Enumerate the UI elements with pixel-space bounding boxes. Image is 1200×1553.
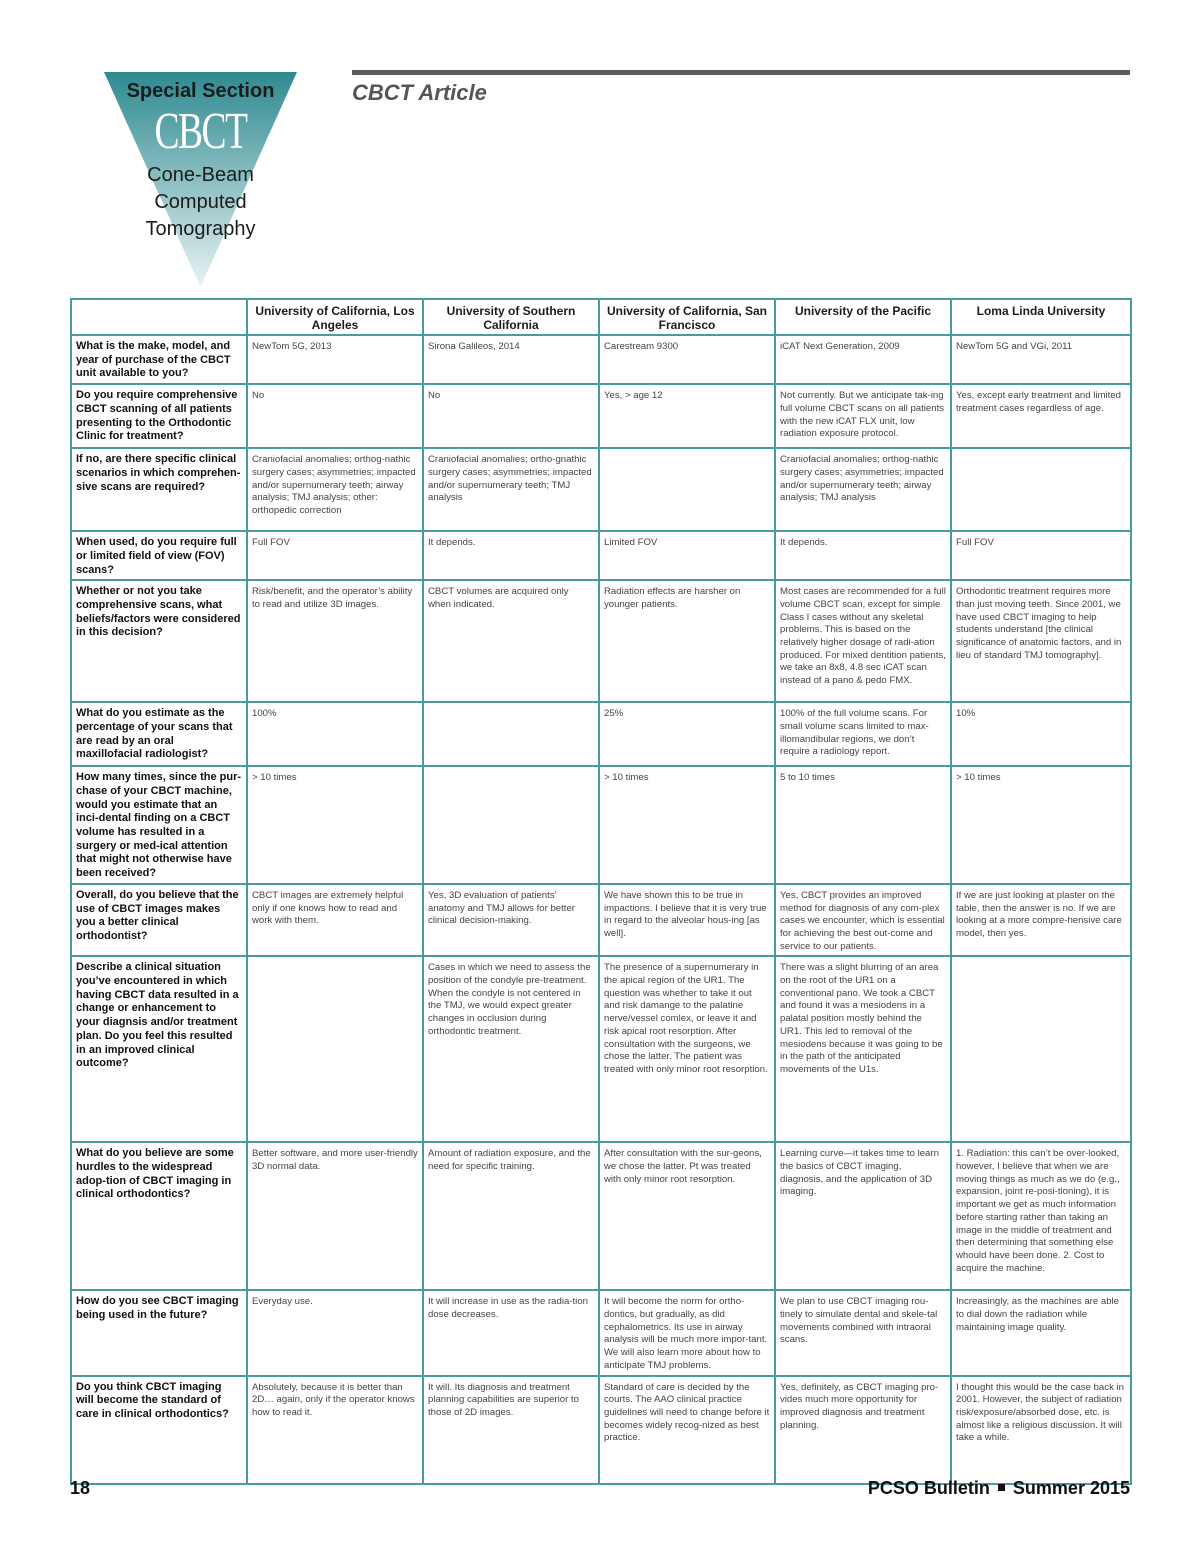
answer-cell: No (247, 384, 423, 448)
answer-cell (951, 956, 1131, 1142)
answer-cell: Craniofacial anomalies; ortho-gnathic surgery cases; asymmetries; impacted and/or supernumerary teeth; TMJ analysis (423, 448, 599, 531)
question-cell: When used, do you require full or limited field of view (FOV) scans? (71, 531, 247, 580)
question-cell: Whether or not you take comprehensive scans, what beliefs/factors were considered in this decision? (71, 580, 247, 702)
answer-cell: It depends. (423, 531, 599, 580)
answer-cell: Limited FOV (599, 531, 775, 580)
badge-subtitle (104, 162, 297, 243)
answer-cell: Yes, 3D evaluation of patients’ anatomy and TMJ allows for better clinical decision-making. (423, 884, 599, 957)
table-row (71, 766, 1131, 884)
question-cell: What do you believe are some hurdles to the widespread adop-tion of CBCT imaging in clinical orthodontics? (71, 1142, 247, 1290)
header-usc: University of Southern California (423, 299, 599, 335)
answer-cell: NewTom 5G, 2013 (247, 335, 423, 384)
separator-square-icon (998, 1484, 1005, 1491)
answer-cell: It will increase in use as the radia-tion dose decreases. (423, 1290, 599, 1375)
header-loma-linda: Loma Linda University (951, 299, 1131, 335)
table-row (71, 884, 1131, 957)
article-title: CBCT Article (352, 80, 487, 105)
answer-cell (599, 448, 775, 531)
answer-cell (951, 448, 1131, 531)
header-rule (352, 70, 1130, 75)
answer-cell: 1. Radiation: this can’t be over-looked, however, I believe that when we are moving things as much as we do (e.g., expansion, joint re-posi-tioning), it is important we get as much information before starting rather than taking an image in the middle of treatment and then determining that something else whould have been done. 2. Cost to acquire the machine. (951, 1142, 1131, 1290)
answer-cell: Full FOV (247, 531, 423, 580)
badge-label: Special Section (126, 80, 275, 102)
badge-subtitle-line-2: Computed (154, 191, 247, 213)
header-corner (71, 299, 247, 335)
answer-cell: No (423, 384, 599, 448)
table-row (71, 531, 1131, 580)
header-ucsf: University of California, San Francisco (599, 299, 775, 335)
question-cell: Do you think CBCT imaging will become the standard of care in clinical orthodontics? (71, 1376, 247, 1484)
answer-cell: We have shown this to be true in impactions. I believe that it is very true in regard to the alveolar hous-ing [as well]. (599, 884, 775, 957)
question-cell: Do you require comprehensive CBCT scanning of all patients presenting to the Orthodontic Clinic for treatment? (71, 384, 247, 448)
question-cell: Overall, do you believe that the use of CBCT images makes you a better clinical orthodontist? (71, 884, 247, 957)
answer-cell: Yes, > age 12 (599, 384, 775, 448)
answer-cell: After consultation with the sur-geons, we chose the latter. Pt was treated with only minor root resorption. (599, 1142, 775, 1290)
badge-subtitle-line-1: Cone-Beam (147, 164, 254, 186)
answer-cell: Craniofacial anomalies; orthog-nathic surgery cases; asymmetries; impacted and/or supernumerary teeth; airway analysis; TMJ analysis; other: orthopedic correction (247, 448, 423, 531)
answer-cell: Yes, except early treatment and limited treatment cases regardless of age. (951, 384, 1131, 448)
answer-cell: 5 to 10 times (775, 766, 951, 884)
answer-cell: > 10 times (247, 766, 423, 884)
question-cell: What is the make, model, and year of purchase of the CBCT unit available to you? (71, 335, 247, 384)
answer-cell: There was a slight blurring of an area on the root of the UR1 on a conventional pano. We took a CBCT and found it was a mesiodens in a palatal position mostly behind the UR1. This led to removal of the mesiodens because it was going to be in the path of the anticipated movements of the U1s. (775, 956, 951, 1142)
answer-cell: Craniofacial anomalies; orthog-nathic surgery cases; asymmetries; impacted and/or supernumerary teeth; airway analysis; TMJ analysis (775, 448, 951, 531)
answer-cell: Yes, definitely, as CBCT imaging pro-vides much more opportunity for improved diagnosis and treatment planning. (775, 1376, 951, 1484)
answer-cell: Not currently. But we anticipate tak-ing full volume CBCT scans on all patients with the new iCAT FLX unit, low radiation exposure protocol. (775, 384, 951, 448)
issue-date: Summer 2015 (1012, 1478, 1130, 1498)
answer-cell: 100% (247, 702, 423, 766)
table-row (71, 1142, 1131, 1290)
answer-cell: Risk/benefit, and the operator’s ability to read and utilize 3D images. (247, 580, 423, 702)
badge-subtitle-line-3: Tomography (145, 218, 256, 240)
answer-cell: Radiation effects are harsher on younger patients. (599, 580, 775, 702)
answer-cell: Cases in which we need to assess the position of the condyle pre-treatment. When the condyle is not centered in the TMJ, we would expect greater changes in occlusion during orthodontic treatment. (423, 956, 599, 1142)
answer-cell: > 10 times (951, 766, 1131, 884)
question-cell: Describe a clinical situation you’ve encountered in which having CBCT data resulted in a change or enhancement to your diagnsis and/or treatment plan. Do you feel this resulted in an improved clinical outcome? (71, 956, 247, 1142)
answer-cell: Increasingly, as the machines are able to dial down the radiation while maintaining image quality. (951, 1290, 1131, 1375)
survey-table (70, 298, 1132, 1485)
answer-cell (423, 702, 599, 766)
table-row (71, 580, 1131, 702)
answer-cell: CBCT images are extremely helpful only if one knows how to read and work with them. (247, 884, 423, 957)
special-section-badge (104, 72, 297, 287)
answer-cell: The presence of a supernumerary in the apical region of the UR1. The question was whether to take it out and risk damange to the palatine nerve/vessel comlex, or leave it and risk apical root resorption. After consultation with the surgeons, we chose the latter. The patient was treated with only minor root resorption. (599, 956, 775, 1142)
answer-cell: It will become the norm for ortho-dontics, but gradually, as did cephalometrics. Its use in airway analysis will be much more impor-tant. We will also learn more about how to anticipate TMJ problems. (599, 1290, 775, 1375)
answer-cell: It depends. (775, 531, 951, 580)
answer-cell: Sirona Galileos, 2014 (423, 335, 599, 384)
answer-cell: Better software, and more user-friendly 3D normal data. (247, 1142, 423, 1290)
answer-cell: > 10 times (599, 766, 775, 884)
page-number: 18 (70, 1478, 91, 1498)
answer-cell: We plan to use CBCT imaging rou-tinely to simulate dental and skele-tal movements combined with intraoral scans. (775, 1290, 951, 1375)
question-cell: How do you see CBCT imaging being used in the future? (71, 1290, 247, 1375)
answer-cell: Most cases are recommended for a full volume CBCT scan, except for simple Class I cases without any skeletal problems. This is based on the relatively higher dosage of radi-ation produced. For mixed dentition patients, we take an 8x8, 4.8 sec iCAT scan instead of a pano & pedo FMX. (775, 580, 951, 702)
question-cell: If no, are there specific clinical scenarios in which comprehen-sive scans are required? (71, 448, 247, 531)
answer-cell: It will. Its diagnosis and treatment planning capabilities are superior to those of 2D images. (423, 1376, 599, 1484)
answer-cell: Carestream 9300 (599, 335, 775, 384)
question-cell: How many times, since the pur-chase of your CBCT machine, would you estimate that an inci-dental finding on a CBCT volume has resulted in a surgery or med-ical attention that might not otherwise have been received? (71, 766, 247, 884)
answer-cell: Yes, CBCT provides an improved method for diagnosis of any com-plex cases we encounter, which is essential for achieving the best out-come and service to our patients. (775, 884, 951, 957)
table-header-row (71, 299, 1131, 335)
answer-cell: Learning curve—it takes time to learn the basics of CBCT imaging, diagnosis, and the application of 3D imaging. (775, 1142, 951, 1290)
table-row (71, 702, 1131, 766)
answer-cell: Orthodontic treatment requires more than just moving teeth. Since 2001, we have used CBCT imaging to help students understand [the clinical significance of anatomic factors, and in lieu of standard TMJ tomography]. (951, 580, 1131, 702)
answer-cell: Full FOV (951, 531, 1131, 580)
publication-footer (868, 1478, 1130, 1499)
answer-cell: I thought this would be the case back in 2001. However, the subject of radiation risk/exposure/absorbed dose, etc. is almost like a religious discussion. It will take a while. (951, 1376, 1131, 1484)
table-row (71, 384, 1131, 448)
header-ucla: University of California, Los Angeles (247, 299, 423, 335)
answer-cell: Amount of radiation exposure, and the need for specific training. (423, 1142, 599, 1290)
answer-cell: 100% of the full volume scans. For small volume scans limited to max-illomandibular regions, we don’t require a radiology report. (775, 702, 951, 766)
answer-cell (247, 956, 423, 1142)
badge-acronym: CBCT (154, 103, 247, 160)
question-cell: What do you estimate as the percentage of your scans that are read by an oral maxillofacial radiologist? (71, 702, 247, 766)
answer-cell: Standard of care is decided by the courts. The AAO clinical practice guidelines will need to change before it becomes widely recog-nized as best practice. (599, 1376, 775, 1484)
answer-cell: If we are just looking at plaster on the table, then the answer is no. If we are looking at a more compre-hensive care model, then yes. (951, 884, 1131, 957)
table-row (71, 956, 1131, 1142)
table-row (71, 335, 1131, 384)
answer-cell: Everyday use. (247, 1290, 423, 1375)
table-row (71, 448, 1131, 531)
header-pacific: University of the Pacific (775, 299, 951, 335)
answer-cell: 25% (599, 702, 775, 766)
answer-cell: CBCT volumes are acquired only when indicated. (423, 580, 599, 702)
table-row (71, 1290, 1131, 1375)
answer-cell (423, 766, 599, 884)
answer-cell: Absolutely, because it is better than 2D… again, only if the operator knows how to read it. (247, 1376, 423, 1484)
answer-cell: iCAT Next Generation, 2009 (775, 335, 951, 384)
answer-cell: 10% (951, 702, 1131, 766)
publication-name: PCSO Bulletin (867, 1478, 990, 1498)
answer-cell: NewTom 5G and VGi, 2011 (951, 335, 1131, 384)
table-row (71, 1376, 1131, 1484)
